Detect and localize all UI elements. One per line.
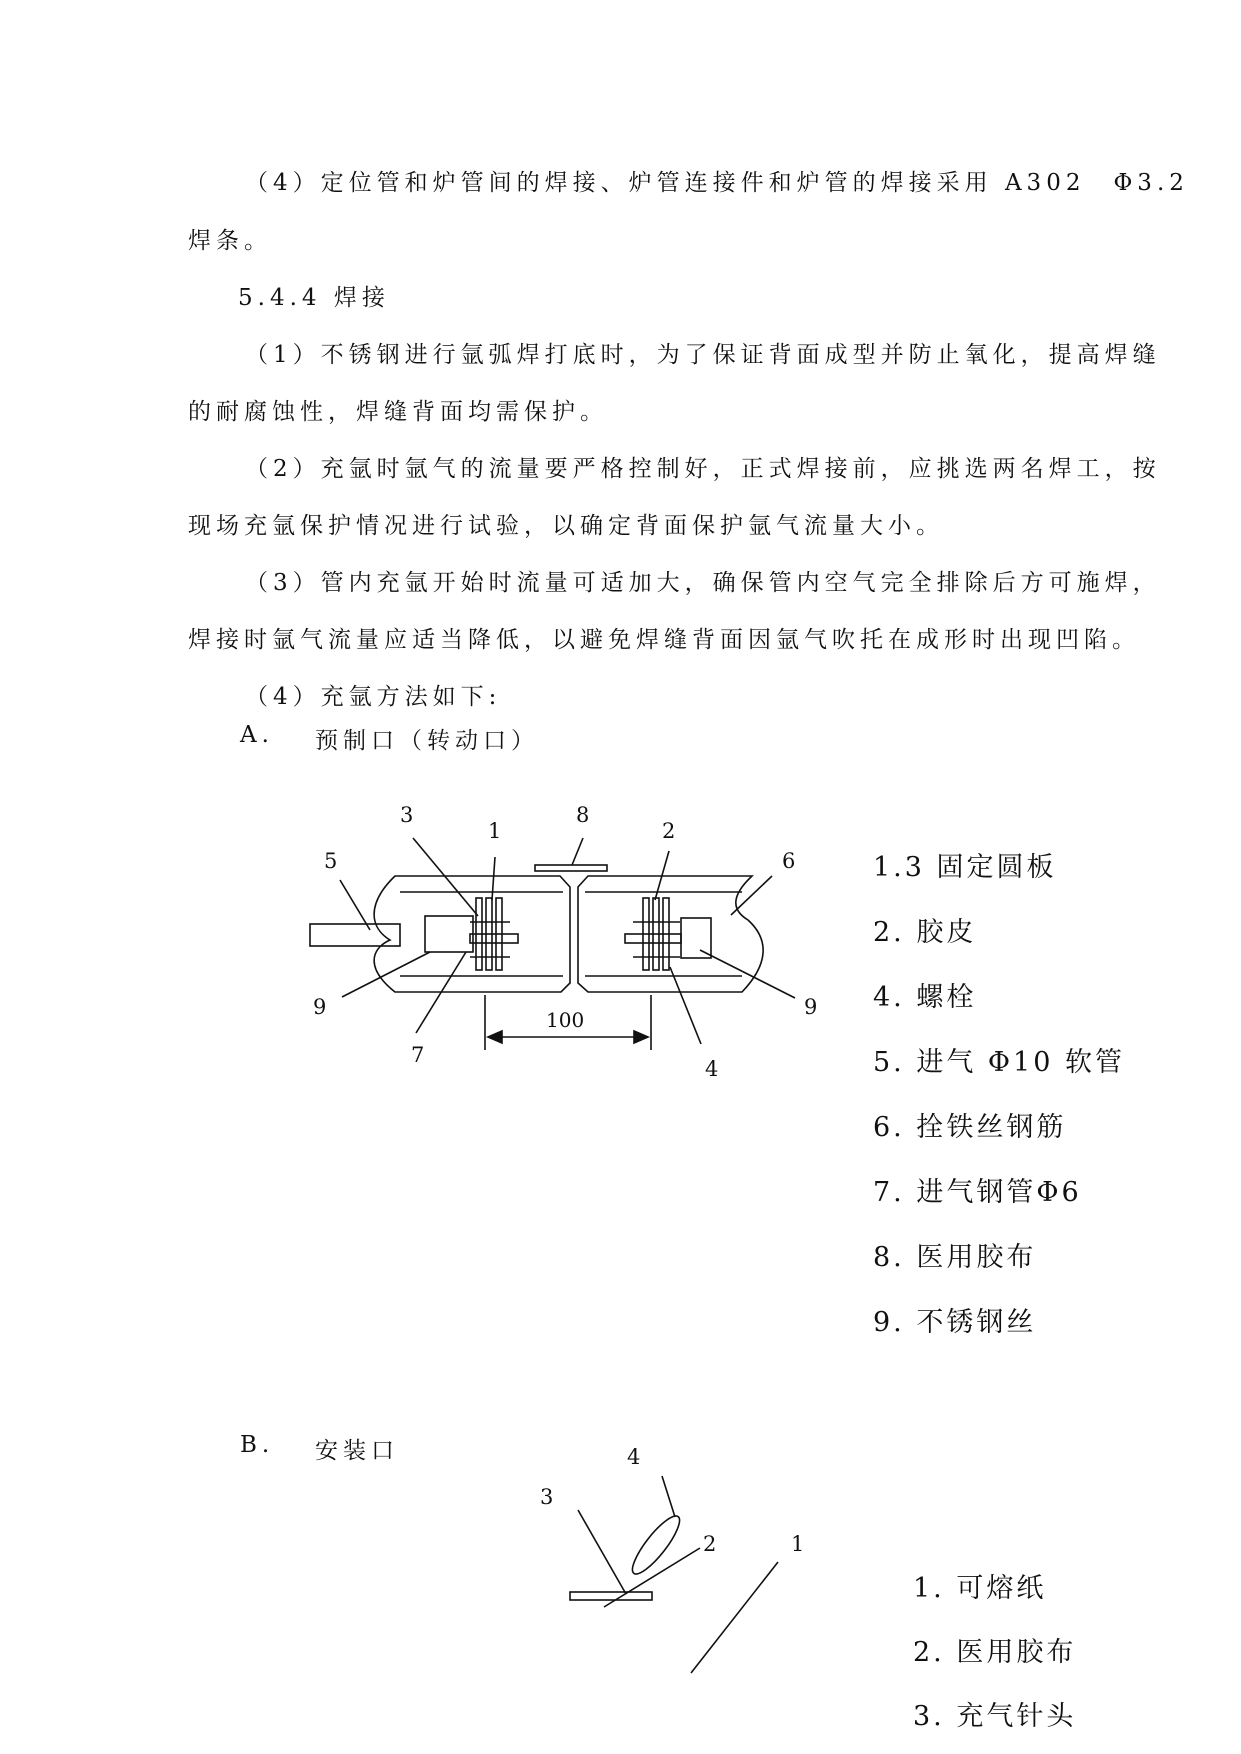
- legend-a-item: 9. 不锈钢丝: [873, 1307, 1037, 1338]
- legend-b-item: 1. 可熔纸: [913, 1573, 1047, 1604]
- callout-b-2: 2: [703, 1532, 717, 1556]
- callout-6: 6: [782, 849, 796, 873]
- subheading-b-title: 安装口: [315, 1438, 399, 1464]
- legend-a-item: 1.3 固定圆板: [873, 852, 1057, 883]
- callout-b-4: 4: [627, 1445, 641, 1469]
- para-3-cont: 现场充氩保护情况进行试验，以确定背面保护氩气流量大小。: [188, 513, 944, 539]
- legend-a-item: 7. 进气钢管Φ6: [873, 1177, 1082, 1208]
- para-4: （3）管内充氩开始时流量可适加大，确保管内空气完全排除后方可施焊，: [245, 570, 1161, 596]
- legend-a-item: 2. 胶皮: [873, 917, 977, 948]
- subheading-a-letter: A.: [240, 722, 274, 748]
- legend-a-item: 6. 拴铁丝钢筋: [873, 1112, 1067, 1143]
- callout-7: 7: [411, 1043, 425, 1067]
- legend-a-item: 5. 进气 Φ10 软管: [873, 1047, 1125, 1078]
- callout-1: 1: [488, 819, 502, 843]
- legend-a-item: 8. 医用胶布: [873, 1242, 1037, 1273]
- section-heading: 5.4.4 焊接: [238, 285, 390, 311]
- para-2: （1）不锈钢进行氩弧焊打底时，为了保证背面成型并防止氧化，提高焊缝: [245, 342, 1161, 368]
- gas-needle: [578, 1510, 626, 1594]
- callout-9-right: 9: [804, 995, 818, 1019]
- para-1: （4）定位管和炉管间的焊接、炉管连接件和炉管的焊接采用 A302 Φ3.2: [245, 170, 1189, 196]
- legend-b-item: 3. 充气针头: [913, 1701, 1077, 1732]
- para-3: （2）充氩时氩气的流量要严格控制好，正式焊接前，应挑选两名焊工，按: [245, 456, 1161, 482]
- dimension-label: 100: [546, 1008, 585, 1032]
- legend-a-item: 4. 螺栓: [873, 982, 977, 1013]
- needle-grip: [626, 1510, 686, 1579]
- para-4-cont: 焊接时氩气流量应适当降低，以避免焊缝背面因氩气吹托在成形时出现凹陷。: [188, 627, 1140, 653]
- para-1-cont: 焊条。: [188, 228, 272, 254]
- subheading-a-title: 预制口（转动口）: [315, 728, 539, 754]
- callout-b-1: 1: [791, 1532, 805, 1556]
- fusible-paper-strip: [570, 1592, 652, 1600]
- para-5: （4）充氩方法如下:: [245, 684, 502, 710]
- subheading-b-letter: B.: [240, 1432, 275, 1458]
- callout-3: 3: [400, 803, 414, 827]
- callout-b-3: 3: [540, 1485, 554, 1509]
- callout-5: 5: [324, 849, 338, 873]
- callout-8: 8: [576, 803, 590, 827]
- callout-9-left: 9: [313, 995, 327, 1019]
- callout-2: 2: [662, 819, 676, 843]
- callout-4: 4: [705, 1057, 719, 1081]
- legend-b-item: 2. 医用胶布: [913, 1637, 1077, 1668]
- para-2-cont: 的耐腐蚀性，焊缝背面均需保护。: [188, 399, 608, 425]
